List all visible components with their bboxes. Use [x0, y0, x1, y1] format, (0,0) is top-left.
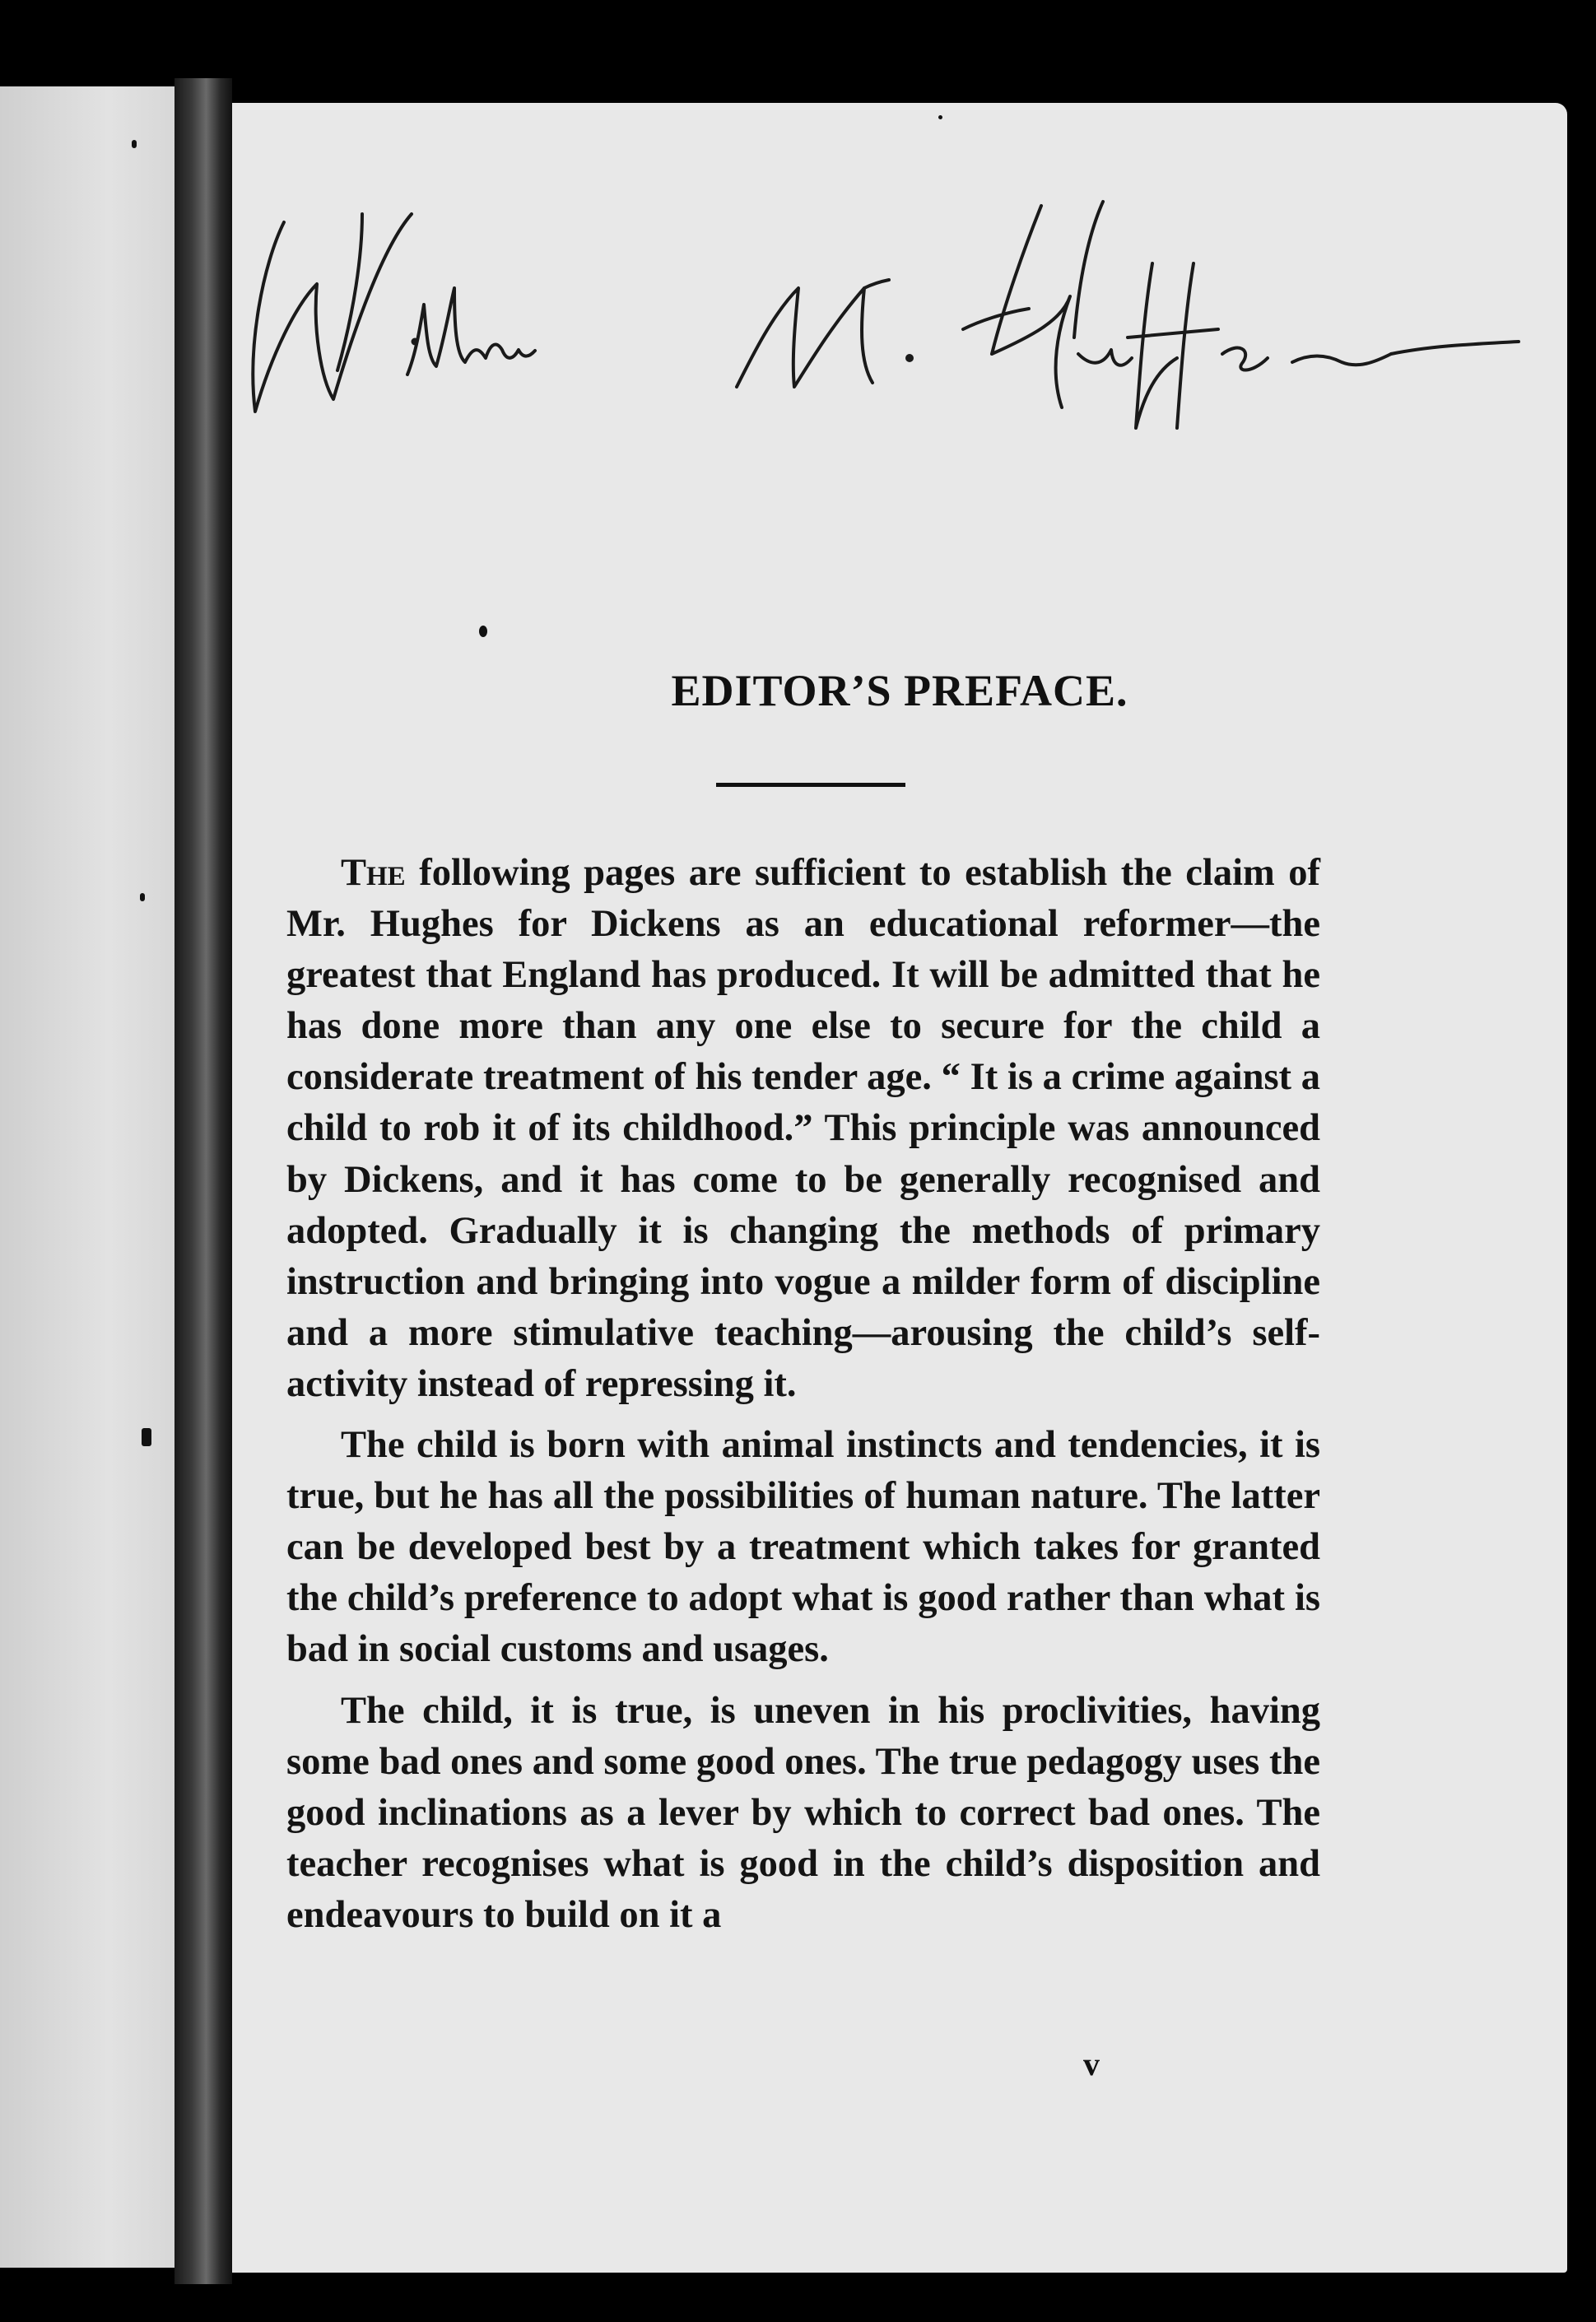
scan-speck [132, 140, 137, 148]
paragraph: The child is born with animal instincts and tendencies, it is true, but he has all the possibilities of human nature. The latter can be developed best by a treatment which takes for granted the child’s preference to adopt what is good rather than what is bad in social customs and usages. [286, 1424, 1320, 1671]
scan-speck [140, 893, 145, 901]
paragraph-text: following pages are sufficient to establish the claim of Mr. Hughes for Dickens as an educational reformer—the greatest that England has produced. It will be admitted that he has done more than any one else to secure for the child a considerate treatment of his tender age. “ It is a crime against a child to rob it of its childhood.” This principle was announced by Dickens, and it has come to be generally recognised and adopted. Gradually it is changing the methods of primary instruction and bringing into vogue a milder form of discipline and a more stimulative teaching—arousing the child’s self-activity instead of repressing it. [286, 852, 1320, 1405]
preface-body [286, 848, 1320, 1941]
page-number: v [1083, 2045, 1100, 2082]
scan-speck [142, 1428, 151, 1446]
paragraph: The child, it is true, is uneven in his proclivities, having some bad ones and some good ones. The true pedagogy uses the good inclinations as a lever by which to correct bad ones. The teacher recognises what is good in the child’s disposition and endeavours to build on it a [286, 1689, 1320, 1936]
paragraph [286, 848, 1320, 1410]
handwritten-signature [239, 189, 1523, 461]
facing-page-edge [0, 86, 181, 2268]
page-title: EDITOR’S PREFACE. [671, 666, 1128, 715]
title-rule [716, 783, 905, 787]
book-gutter [174, 78, 232, 2284]
scan-speck [938, 115, 942, 119]
page-mark [479, 626, 487, 637]
paragraph-lead: The [341, 852, 406, 894]
